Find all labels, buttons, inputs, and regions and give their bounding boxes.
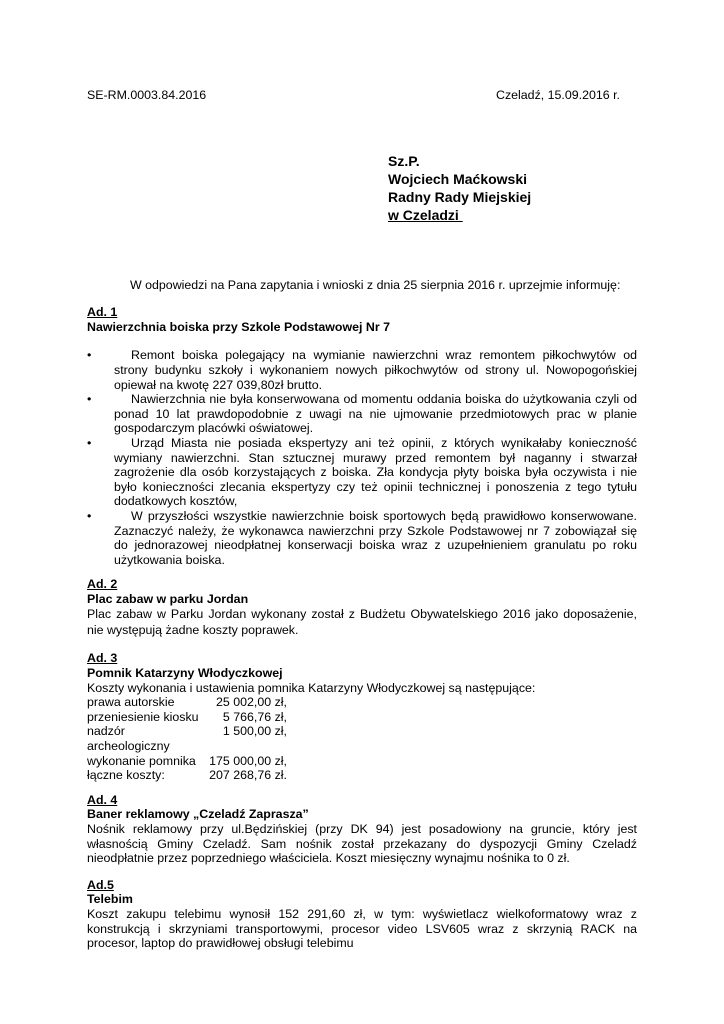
addressee-block bbox=[388, 152, 637, 224]
section-ad3 bbox=[87, 651, 637, 782]
cost-amount: 175 000,00 zł, bbox=[209, 753, 287, 768]
section-text: Plac zabaw w Parku Jordan wykonany został z Budżetu Obywatelskiego 2016 jako doposażenie, nie występują żadne koszty poprawek. bbox=[87, 607, 637, 638]
list-item-text: Nawierzchnia nie była konserwowana od momentu oddania boiska do użytkowania czyli od ponad 10 lat prawdopodobnie z uwagi na nie ujmowanie przedmiotowych prac w planie gospodarczym placówki oświatowej. bbox=[114, 392, 637, 436]
list-item-text: W przyszłości wszystkie nawierzchnie boisk sportowych będą prawidłowo konserwowane. Zaznaczyć należy, że wykonawca nawierzchni przy Szkole Podstawowej nr 7 zobowiązał się do jednorazowej nieodpłatnej konserwacji boiska wraz z uzupełnieniem granulatu po roku użytkowania boiska. bbox=[114, 508, 637, 567]
cost-amount: 5 766,76 zł, bbox=[222, 709, 287, 724]
cost-item: nadzór archeologiczny bbox=[87, 724, 170, 754]
cost-item: wykonanie pomnika bbox=[87, 753, 196, 768]
addressee-line: w Czeladzi bbox=[388, 206, 463, 223]
cost-amount: 25 002,00 zł, bbox=[216, 695, 287, 710]
section-text: Koszty wykonania i ustawienia pomnika Katarzyny Włodyczkowej są następujące: bbox=[87, 680, 536, 695]
cost-row bbox=[87, 754, 637, 769]
cost-row bbox=[87, 724, 637, 753]
list-item bbox=[87, 509, 637, 567]
bullet-icon: • bbox=[87, 435, 92, 450]
section-ad5 bbox=[87, 878, 637, 951]
section-label: Ad. 2 bbox=[87, 577, 118, 592]
list-item bbox=[87, 436, 637, 509]
cost-amount: 1 500,00 zł, bbox=[222, 724, 287, 739]
addressee-line: Wojciech Maćkowski bbox=[388, 170, 528, 187]
addressee-line: Radny Rady Miejskiej bbox=[388, 188, 532, 205]
letter-header bbox=[87, 88, 620, 103]
place-date: Czeladź, 15.09.2016 r. bbox=[496, 88, 620, 102]
cost-item: przeniesienie kiosku bbox=[87, 709, 199, 724]
reference-number: SE-RM.0003.84.2016 bbox=[87, 88, 207, 102]
section-text: Koszt zakupu telebimu wynosił 152 291,60 zł, w tym: wyświetlacz wielkoformatowy wraz z konstrukcją i skrzyniami transportowymi, procesor video LSV605 wraz z skrzynią RACK na procesor, laptop do prawidłowej obsługi telebimu bbox=[87, 906, 637, 951]
cost-row bbox=[87, 695, 637, 710]
cost-item: prawa autorskie bbox=[87, 695, 175, 710]
list-item-text: Urząd Miasta nie posiada ekspertyzy ani też opinii, z których wynikałaby konieczność wymiany nawierzchni. Stan sztucznej murawy przed remontem był naganny i stwarzał zagrożenie dla osób korzystających z boiska. Zła kondycja płyty boiska była oczywista i nie było konieczności zlecania ekspertyzy czy też opinii technicznej i ponoszenia z tego tytułu dodatkowych kosztów, bbox=[114, 435, 637, 509]
section-text: Nośnik reklamowy przy ul.Będzińskiej (przy DK 94) jest posadowiony na gruncie, który jest własnością Gminy Czeladź. Sam nośnik został przekazany do dyspozycji Gminy Czeladź nieodpłatnie przez poprzedniego właściciela. Koszt miesięczny wynajmu nośnika to 0 zł. bbox=[87, 822, 637, 866]
cost-item: łączne koszty: bbox=[87, 768, 165, 783]
section-label: Ad. 1 bbox=[87, 305, 118, 320]
intro-text: W odpowiedzi na Pana zapytania i wnioski z dnia 25 sierpnia 2016 r. uprzejmie informuję: bbox=[130, 277, 621, 292]
section-title: Telebim bbox=[87, 892, 133, 907]
list-item bbox=[87, 348, 637, 392]
cost-row bbox=[87, 768, 637, 783]
cost-row bbox=[87, 710, 637, 725]
section-label: Ad.5 bbox=[87, 877, 114, 892]
bullet-list bbox=[87, 348, 637, 567]
bullet-icon: • bbox=[87, 508, 92, 523]
addressee-line: Sz.P. bbox=[388, 152, 420, 169]
cost-amount: 207 268,76 zł. bbox=[209, 768, 287, 783]
bullet-icon: • bbox=[87, 392, 92, 407]
section-title: Baner reklamowy „Czeladź Zaprasza” bbox=[87, 807, 309, 822]
bullet-icon: • bbox=[87, 348, 92, 363]
section-label: Ad. 4 bbox=[87, 792, 118, 807]
list-item bbox=[87, 392, 637, 436]
section-ad1 bbox=[87, 305, 637, 567]
section-title: Plac zabaw w parku Jordan bbox=[87, 591, 249, 606]
section-title: Pomnik Katarzyny Włodyczkowej bbox=[87, 666, 283, 681]
section-title: Nawierzchnia boiska przy Szkole Podstawowej Nr 7 bbox=[87, 319, 390, 334]
section-label: Ad. 3 bbox=[87, 651, 118, 666]
section-ad4 bbox=[87, 793, 637, 866]
list-item-text: Remont boiska polegający na wymianie nawierzchni wraz remontem piłkochwytów od strony budynku szkoły i wykonaniem nowych piłkochwytów od strony ul. Nowopogońskiej opiewał na kwotę 227 039,80zł brutto. bbox=[114, 348, 637, 392]
section-ad2 bbox=[87, 577, 637, 638]
